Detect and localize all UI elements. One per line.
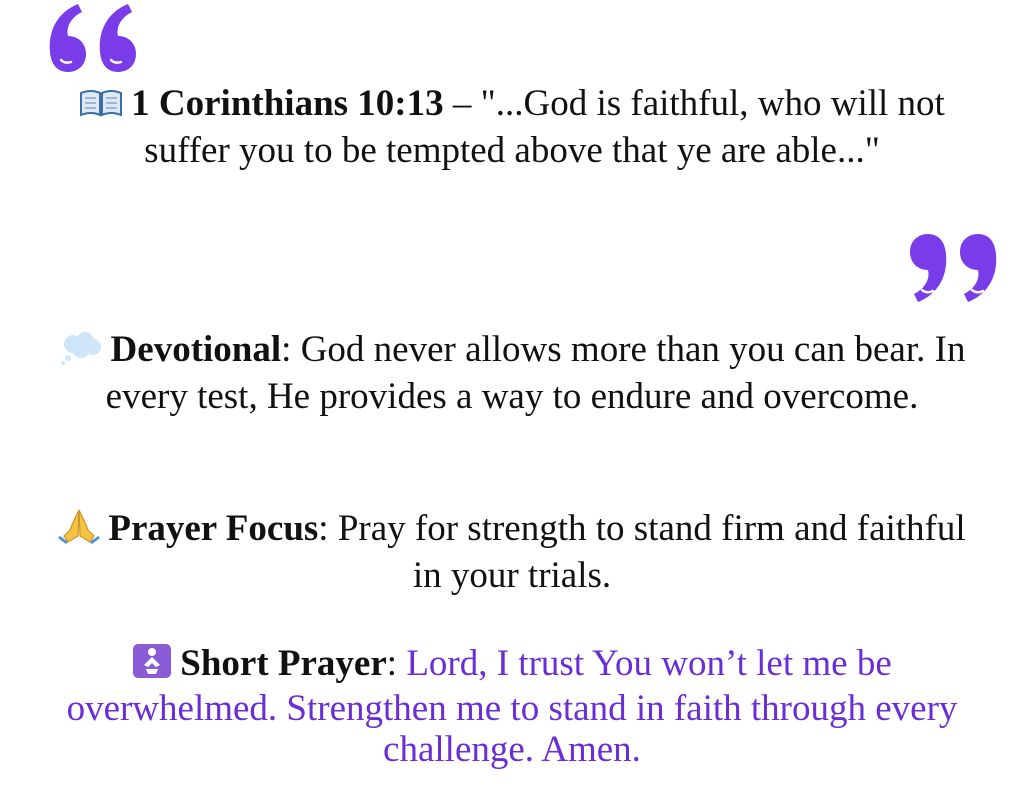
prayer-focus-label: Prayer Focus xyxy=(108,508,319,549)
thought-bubble-icon xyxy=(59,331,103,375)
verse-reference: 1 Corinthians 10:13 xyxy=(131,83,444,124)
prayer-focus-text: Pray for strength to stand firm and faithful in your trials. xyxy=(337,508,966,596)
short-prayer-label: Short Prayer xyxy=(180,643,387,684)
verse-block xyxy=(40,82,984,172)
devotional-colon: : xyxy=(281,329,301,370)
verse-text: "...God is faithful, who will not suffer you to be tempted above that ye are able..." xyxy=(144,83,945,171)
open-book-icon xyxy=(79,86,123,129)
open-quote-icon xyxy=(44,0,144,74)
close-quote-icon xyxy=(906,226,1004,306)
prayer-focus-colon: : xyxy=(318,508,338,549)
person-praying-icon xyxy=(132,643,172,688)
praying-hands-icon xyxy=(58,506,100,554)
devotional-block xyxy=(40,328,984,418)
prayer-focus-block xyxy=(40,506,984,597)
devotional-text: God never allows more than you can bear. In every test, He provides a way to endure and overcome. xyxy=(105,329,966,417)
devotional-label: Devotional xyxy=(110,329,282,370)
verse-separator: – xyxy=(443,83,481,124)
short-prayer-colon: : xyxy=(386,643,407,684)
short-prayer-block xyxy=(40,643,984,770)
short-prayer-text: Lord, I trust You won’t let me be overwhelmed. Strengthen me to stand in faith through every challenge. Amen. xyxy=(66,643,958,770)
